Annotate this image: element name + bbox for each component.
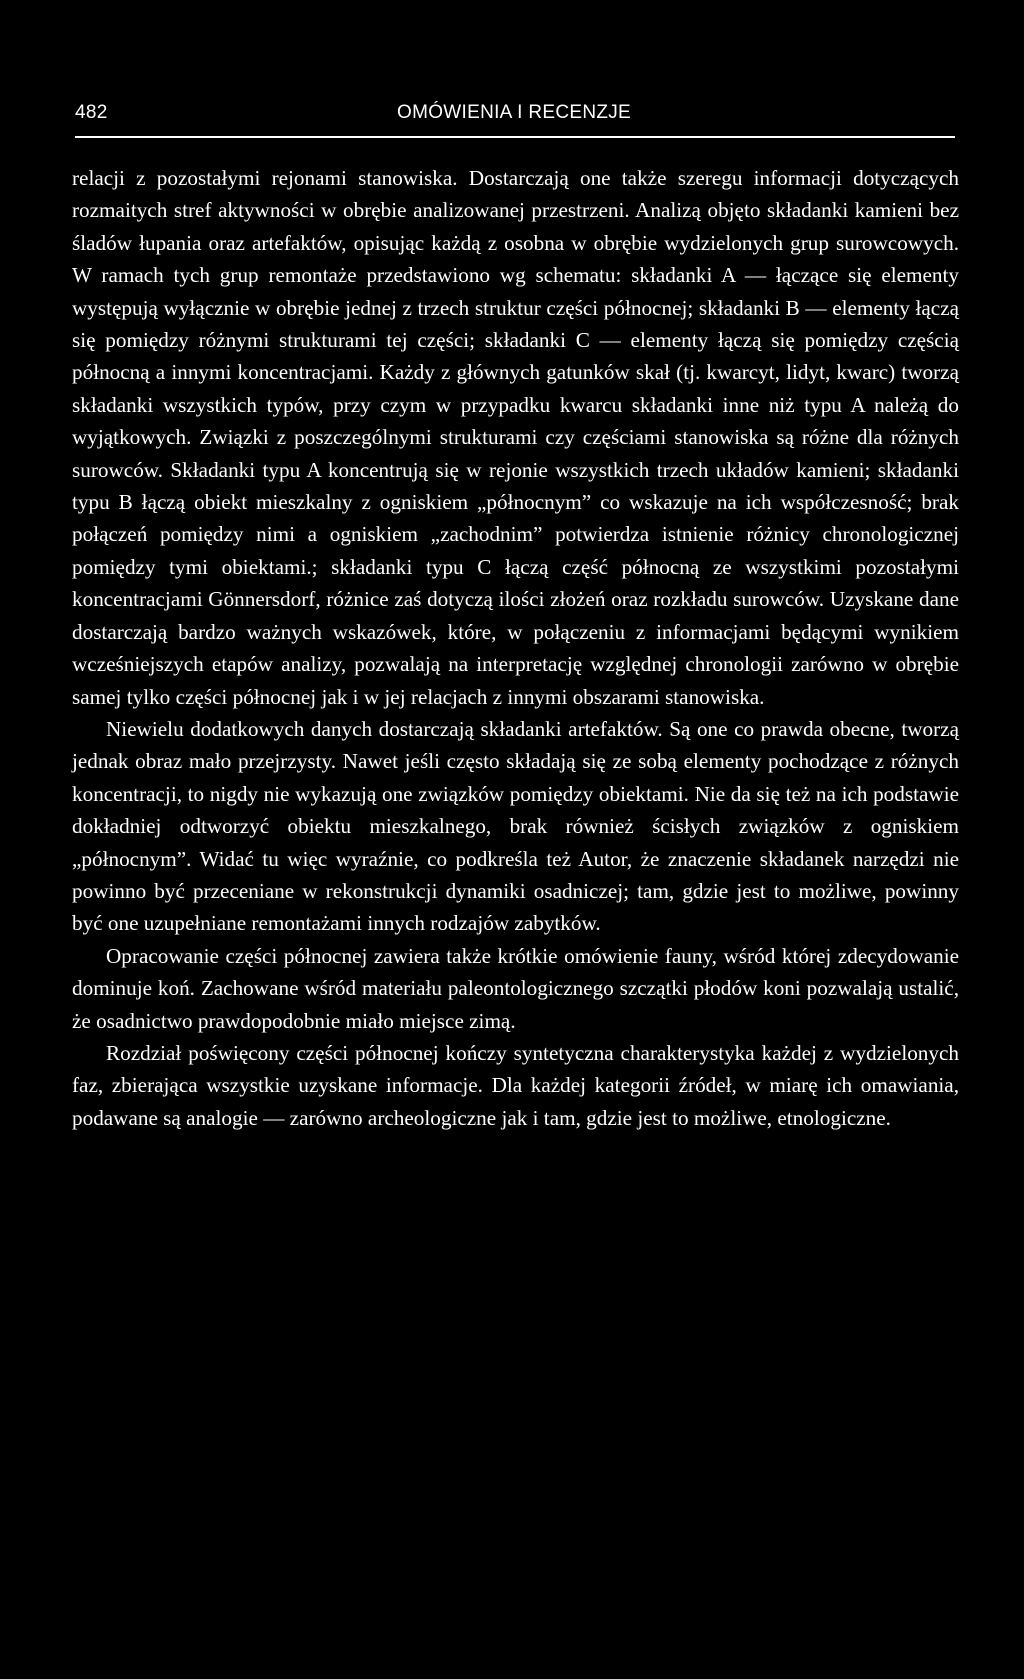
paragraph-continuation: relacji z pozostałymi rejonami stanowiska. Dostarczają one także szeregu informacji dotyczących rozmaitych stref aktywności w obrębie analizowanej przestrzeni. Analizą objęto składanki kamieni bez śladów łupania oraz artefaktów, opisując każdą z osobna w obrębie wydzielonych grup surowcowych. W ramach tych grup remontaże przedstawiono wg schematu: składanki A — łączące się elementy występują wyłącznie w obrębie jednej z trzech struktur części północnej; składanki B — elementy łączą się pomiędzy różnymi strukturami tej części; składanki C — elementy łączą się pomiędzy częścią północną a innymi koncentracjami. Każdy z głównych gatunków skał (tj. kwarcyt, lidyt, kwarc) tworzą składanki wszystkich typów, przy czym w przypadku kwarcu składanki inne niż typu A należą do wyjątkowych. Związki z poszczególnymi strukturami czy częściami stanowiska są różne dla różnych surowców. Składanki typu A koncentrują się w rejonie wszystkich trzech układów kamieni; składanki typu B łączą obiekt mieszkalny z ogniskiem „północnym” co wskazuje na ich współczesność; brak połączeń pomiędzy nimi a ogniskiem „zachodnim” potwierdza istnienie różnicy chronologicznej pomiędzy tymi obiektami.; składanki typu C łączą część północną ze wszystkimi pozostałymi koncentracjami Gönnersdorf, różnice zaś dotyczą ilości złożeń oraz rozkładu surowców. Uzyskane dane dostarczają bardzo ważnych wskazówek, które, w połączeniu z informacjami będącymi wynikiem wcześniejszych etapów analizy, pozwalają na interpretację względnej chronologii zarówno w obrębie samej tylko części północnej jak i w jej relacjach z innymi obszarami stanowiska. (72, 166, 959, 709)
page-header (75, 100, 955, 138)
running-head: OMÓWIENIA I RECENZJE (397, 102, 632, 123)
paragraph-fauna: Opracowanie części północnej zawiera także krótkie omówienie fauny, wśród której zdecydowanie dominuje koń. Zachowane wśród materiału paleontologicznego szczątki płodów koni pozwalają ustalić, że osadnictwo prawdopodobnie miało miejsce zimą. (72, 943, 959, 1033)
paragraph-synthesis: Rozdział poświęcony części północnej kończy syntetyczna charakterystyka każdej z wydzielonych faz, zbierająca wszystkie uzyskane informacje. Dla każdej kategorii źródeł, w miarę ich omawiania, podawane są analogie — zarówno archeologiczne jak i tam, gdzie jest to możliwe, etnologiczne. (72, 1040, 959, 1130)
page-number: 482 (75, 102, 108, 123)
paragraph-artefact-refits: Niewielu dodatkowych danych dostarczają składanki artefaktów. Są one co prawda obecne, tworzą jednak obraz mało przejrzysty. Nawet jeśli często składają się ze sobą elementy pochodzące z różnych koncentracji, to nigdy nie wykazują one związków pomiędzy obiektami. Nie da się też na ich podstawie dokładniej odtworzyć obiektu mieszkalnego, brak również ścisłych związków z ogniskiem „północnym”. Widać tu więc wyraźnie, co podkreśla też Autor, że znaczenie składanek narzędzi nie powinno być przeceniane w rekonstrukcji dynamiki osadniczej; tam, gdzie jest to możliwe, powinny być one uzupełniane remontażami innych rodzajów zabytków. (72, 716, 959, 936)
body-text (72, 162, 959, 1134)
